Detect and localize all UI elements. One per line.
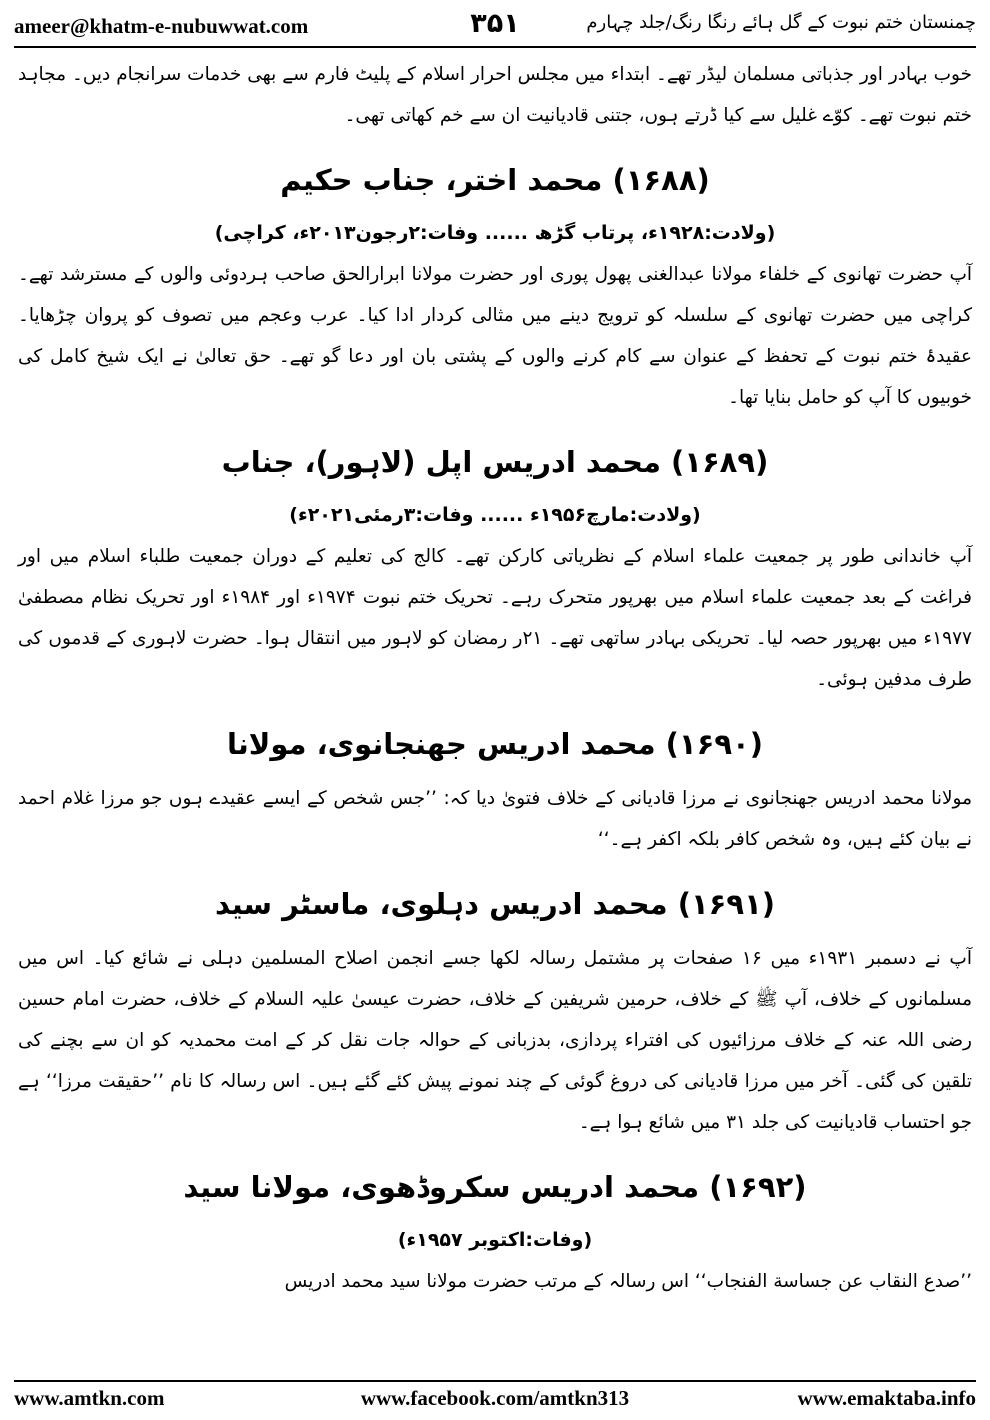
footer-link-emaktaba[interactable]: www.emaktaba.info	[797, 1386, 976, 1410]
page-footer	[14, 1386, 976, 1414]
entry-paragraph-1691: آپ نے دسمبر ۱۹۳۱ء میں ۱۶ صفحات پر مشتمل رسالہ لکھا جسے انجمن اصلاح المسلمین دہلی نے شائع کیا۔ اس میں مسلمانوں کے خلاف، آپ ﷺ کے خلاف، حرمین شریفین کے خلاف، حضرت عیسیٰ علیہ السلام کے خلاف، حضرت امام حسین رضی اللہ عنہ کے خلاف مرزائیوں کی افتراء پردازی، بدزبانی کے حوالہ جات نقل کر کے امت محمدیہ کو ان سے بچنے کی تلقین کی گئی۔ آخر میں مرزا قادیانی کی دروغ گوئی کے چند نمونے پیش کئے گئے ہیں۔ اس رسالہ کا نام ’’حقیقت مرزا‘‘ ہے جو احتساب قادیانیت کی جلد ۳۱ میں شائع ہوا ہے۔	[18, 948, 972, 1133]
entry-heading-1692: (۱۶۹۲) محمد ادریس سکروڈھوی، مولانا سید	[183, 1170, 807, 1204]
entry-dates-1692: (وفات:اکتوبر ۱۹۵۷ء)	[397, 1229, 593, 1251]
intro-paragraph: خوب بہادر اور جذباتی مسلمان لیڈر تھے۔ ابتداء میں مجلس احرار اسلام کے پلیٹ فارم سے بھی خدمات سرانجام دیں۔ مجاہد ختم نبوت تھے۔ کوّے غلیل سے کیا ڈرتے ہوں، جتنی قادیانیت ان سے خم کھاتی تھی۔	[18, 64, 972, 126]
entry-paragraph-1688: آپ حضرت تھانوی کے خلفاء مولانا عبدالغنی پھول پوری اور حضرت مولانا ابرارالحق صاحب ہردوئی والوں کے مسترشد تھے۔ کراچی میں حضرت تھانوی کے سلسلہ کو ترویج دینے میں مثالی کردار ادا کیا۔ عرب وعجم میں تصوف کو پروان چڑھایا۔ عقیدۂ ختم نبوت کے تحفظ کے عنوان سے کام کرنے والوں کے پشتی بان اور دعا گو تھے۔ حق تعالیٰ نے ایک شیخ کامل کی خوبیوں کا آپ کو حامل بنایا تھا۔	[18, 264, 972, 408]
entry-paragraph-1692: ’’صدع النقاب عن جساسة الفنجاب‘‘ اس رسالہ کے مرتب حضرت مولانا سید محمد ادریس	[284, 1271, 972, 1292]
entry-heading-1691: (۱۶۹۱) محمد ادریس دہلوی، ماسٹر سید	[214, 887, 776, 921]
entry-dates-1688: (ولادت:۱۹۲۸ء، پرتاب گڑھ ...... وفات:۲رجون۲۰۱۳ء، کراچی)	[214, 222, 776, 244]
footer-divider	[14, 1380, 976, 1382]
header-divider	[14, 46, 976, 48]
page-header	[14, 10, 976, 44]
footer-link-facebook[interactable]: www.facebook.com/amtkn313	[360, 1386, 630, 1410]
entry-dates-1689: (ولادت:مارچ۱۹۵۶ء ...... وفات:۳رمئی۲۰۲۱ء)	[289, 504, 701, 526]
page-number: ۳۵۱	[470, 8, 520, 39]
footer-link-amtkn[interactable]: www.amtkn.com	[14, 1386, 165, 1410]
entry-heading-1689: (۱۶۸۹) محمد ادریس اپل (لاہور)، جناب	[221, 445, 769, 479]
book-title: چمنستان ختم نبوت کے گل ہائے رنگا رنگ/جلد چہارم	[586, 12, 976, 33]
entry-paragraph-1690: مولانا محمد ادریس جھنجانوی نے مرزا قادیانی کے خلاف فتویٰ دیا کہ: ’’جس شخص کے ایسے عقیدے ہوں جو مرزا غلام احمد نے بیان کئے ہیں، وہ شخص کافر بلکہ اکفر ہے۔‘‘	[18, 788, 972, 850]
header-email: ameer@khatm-e-nubuwwat.com	[14, 14, 309, 38]
entry-heading-1690: (۱۶۹۰) محمد ادریس جھنجانوی، مولانا	[226, 727, 763, 761]
page-content	[18, 54, 972, 1302]
entry-heading-1688: (۱۶۸۸) محمد اختر، جناب حکیم	[280, 163, 710, 197]
entry-paragraph-1689: آپ خاندانی طور پر جمعیت علماء اسلام کے نظریاتی کارکن تھے۔ کالج کی تعلیم کے دوران جمعیت طلباء اسلام میں اور فراغت کے بعد جمعیت علماء اسلام میں بھرپور متحرک رہے۔ تحریک ختم نبوت ۱۹۷۴ء اور ۱۹۸۴ء اور تحریک نظام مصطفیٰ ۱۹۷۷ء میں بھرپور حصہ لیا۔ تحریکی بہادر ساتھی تھے۔ ۲۱ر رمضان کو لاہور میں انتقال ہوا۔ حضرت لاہوری کے قدموں کی طرف مدفین ہوئی۔	[18, 546, 973, 690]
